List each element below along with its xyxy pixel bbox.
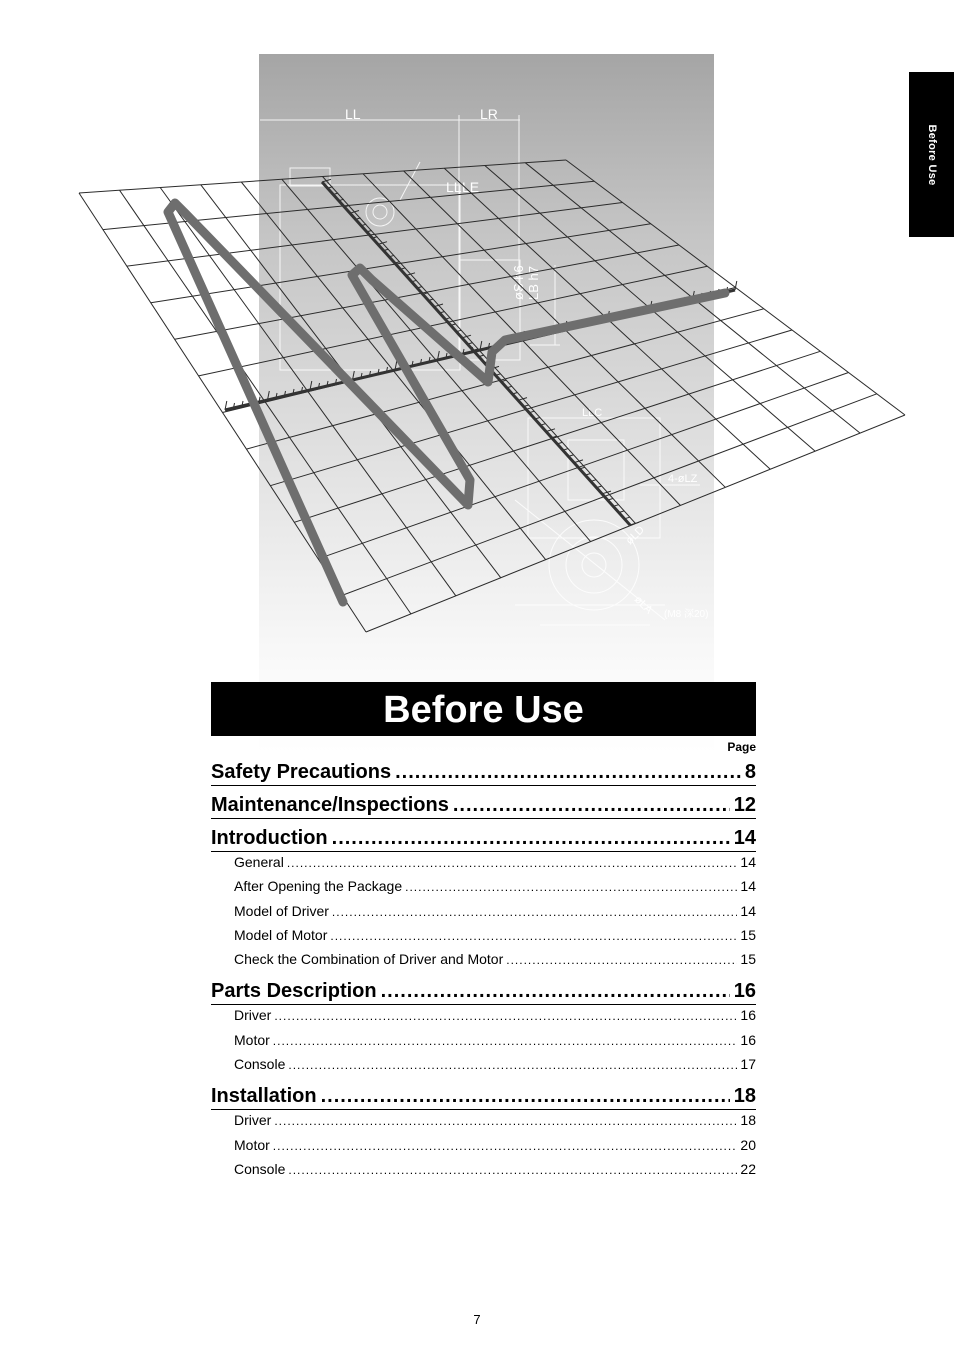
toc-subsection-title: Driver: [234, 1112, 272, 1129]
toc-subsection-entry[interactable]: [234, 927, 756, 951]
grid-line-horizontal: [79, 160, 566, 193]
toc-subsection-list: [211, 1005, 756, 1080]
dimension-label: LLC: [582, 407, 603, 419]
toc-subsection-page: 14: [740, 902, 756, 919]
dot-leader: [381, 980, 730, 1003]
dot-leader: [506, 953, 737, 967]
toc-subsection-page: 18: [740, 1112, 756, 1129]
zigzag-curve: [168, 203, 725, 602]
dot-leader: [395, 761, 741, 784]
toc-section-title: Installation: [211, 1085, 317, 1108]
dot-leader: [332, 827, 730, 850]
toc-subsection-page: 16: [740, 1007, 756, 1024]
toc-section: [211, 975, 756, 1080]
dimension-label: øLA: [631, 593, 655, 617]
toc-subsection-entry[interactable]: [234, 1137, 756, 1161]
toc-subsection-entry[interactable]: [234, 951, 756, 975]
toc-section-entry[interactable]: [211, 822, 756, 852]
toc-section: [211, 822, 756, 975]
table-of-contents: [211, 756, 756, 1185]
toc-section-page: 18: [733, 1085, 756, 1108]
toc-section-page: 12: [733, 794, 756, 816]
toc-subsection-title: Check the Combination of Driver and Motor: [234, 951, 504, 968]
toc-subsection-title: General: [234, 854, 284, 870]
dimension-label: øLD: [623, 523, 647, 548]
dimension-label: øS h6: [511, 265, 526, 300]
grid-line-horizontal: [151, 224, 651, 303]
toc-subsection-entry[interactable]: [234, 1032, 756, 1056]
dimension-label: LB h7: [526, 266, 541, 300]
toc-subsection-entry[interactable]: [234, 903, 756, 927]
dot-leader: [287, 856, 738, 870]
toc-subsection-page: 22: [740, 1160, 756, 1177]
toc-subsection-title: Model of Driver: [234, 902, 329, 919]
toc-subsection-entry[interactable]: [234, 1112, 756, 1136]
toc-subsection-page: 20: [740, 1136, 756, 1153]
toc-subsection-page: 15: [740, 926, 756, 943]
toc-subsection-page: 17: [740, 1056, 756, 1073]
toc-section-title: Safety Precautions: [211, 761, 392, 783]
dot-leader: [273, 1139, 738, 1153]
dot-leader: [274, 1114, 737, 1128]
toc-section: [211, 1080, 756, 1185]
toc-subsection-entry[interactable]: [234, 1161, 756, 1185]
side-tab-label: Before Use: [925, 123, 938, 186]
dimension-label: LL: [446, 179, 462, 195]
toc-section: [211, 756, 756, 789]
dimension-label: 4-øLZ: [668, 473, 698, 485]
toc-section-entry[interactable]: [211, 975, 756, 1005]
toc-subsection-list: [211, 852, 756, 975]
toc-section: [211, 789, 756, 822]
grid-line-horizontal: [318, 373, 848, 559]
toc-subsection-entry[interactable]: [234, 854, 756, 878]
toc-subsection-title: Driver: [234, 1007, 272, 1024]
dot-leader: [405, 880, 737, 894]
dimension-label: (M8 深20): [664, 609, 709, 620]
dimension-label: LE: [462, 179, 480, 195]
dot-leader: [321, 1085, 730, 1108]
toc-section-entry[interactable]: [211, 1080, 756, 1110]
toc-subsection-title: Motor: [234, 1031, 270, 1048]
toc-subsection-entry[interactable]: [234, 878, 756, 902]
toc-section-entry[interactable]: [211, 789, 756, 819]
dot-leader: [330, 929, 737, 943]
grid-line-horizontal: [270, 330, 792, 486]
dimension-label: LR: [480, 106, 498, 122]
toc-section-page: 16: [733, 980, 756, 1003]
toc-subsection-page: 14: [740, 878, 756, 895]
toc-section-title: Parts Description: [211, 980, 377, 1003]
toc-section-title: Maintenance/Inspections: [211, 794, 449, 816]
section-title-bar: [211, 682, 756, 736]
toc-section-entry[interactable]: [211, 756, 756, 786]
toc-subsection-entry[interactable]: [234, 1007, 756, 1031]
toc-subsection-page: 15: [740, 951, 756, 968]
dot-leader: [288, 1163, 737, 1177]
toc-section-title: Introduction: [211, 827, 328, 849]
toc-subsection-entry[interactable]: [234, 1056, 756, 1080]
toc-subsection-title: Console: [234, 1160, 286, 1177]
dot-leader: [288, 1058, 737, 1072]
toc-subsection-title: Motor: [234, 1136, 270, 1153]
toc-subsection-title: Model of Motor: [234, 926, 328, 943]
page-number: 7: [473, 1312, 481, 1327]
toc-subsection-title: After Opening the Package: [234, 878, 403, 895]
grid-line-horizontal: [246, 309, 763, 449]
grid-line-horizontal: [342, 394, 877, 596]
dot-leader: [453, 794, 730, 817]
toc-subsection-page: 14: [740, 854, 756, 870]
dimension-label: LL: [345, 106, 361, 122]
dot-leader: [332, 905, 738, 919]
toc-subsection-list: [211, 1110, 756, 1185]
toc-subsection-page: 16: [740, 1031, 756, 1048]
page-column-header: Page: [727, 740, 756, 754]
toc-subsection-title: Console: [234, 1056, 286, 1073]
dot-leader: [273, 1034, 738, 1048]
dot-leader: [274, 1009, 737, 1023]
page-title: Before Use: [383, 689, 584, 731]
toc-section-page: 14: [733, 827, 756, 849]
toc-section-page: 8: [744, 761, 756, 783]
